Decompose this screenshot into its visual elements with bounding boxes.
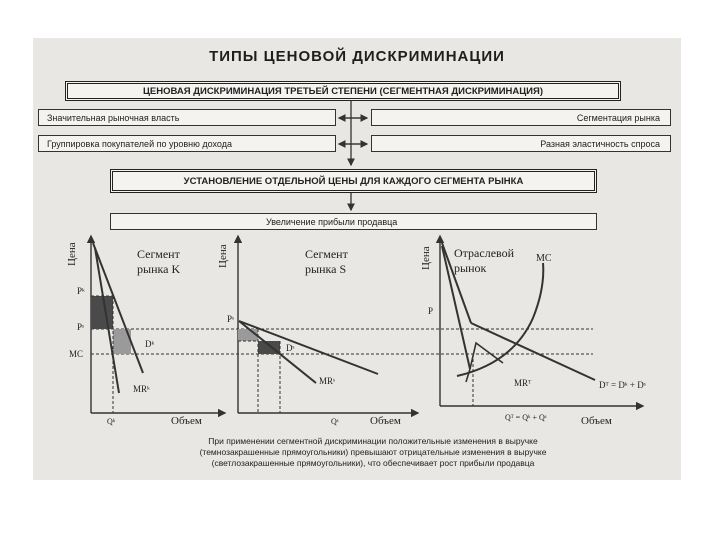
k-ylabel: Цена xyxy=(66,242,78,266)
chart-segment-k xyxy=(66,236,225,427)
k-mr-label: MRᵏ xyxy=(133,384,150,394)
t-mr-label: MRᵀ xyxy=(514,378,532,388)
s-mr-line xyxy=(239,321,316,383)
k-quantity: Qᵏ xyxy=(107,417,116,426)
t-mr-lower xyxy=(466,369,470,382)
s-ylabel: Цена xyxy=(217,244,229,268)
k-demand-label: Dᵏ xyxy=(145,339,155,349)
t-title-2: рынок xyxy=(454,261,487,275)
s-title-1: Сегмент xyxy=(305,247,348,261)
condition-elasticity: Разная эластичность спроса xyxy=(371,135,671,152)
k-mc: MC xyxy=(69,349,84,359)
k-gain-rect xyxy=(91,296,113,329)
k-xlabel: Объем xyxy=(171,415,202,427)
s-price: Pˢ xyxy=(227,314,234,324)
page-title: ТИПЫ ЦЕНОВОЙ ДИСКРИМИНАЦИИ xyxy=(209,48,505,65)
t-demand-lower xyxy=(471,323,595,380)
header-third-degree: ЦЕНОВАЯ ДИСКРИМИНАЦИЯ ТРЕТЬЕЙ СТЕПЕНИ (СЕГМЕНТНАЯ ДИСКРИМИНАЦИЯ) xyxy=(65,81,621,101)
t-quantity: Qᵀ = Qᵏ + Qˢ xyxy=(505,413,547,422)
t-title-1: Отраслевой xyxy=(454,246,515,260)
k-title-1: Сегмент xyxy=(137,247,180,261)
footnote-line-1: При применении сегментной дискриминации положительные изменения в выручке xyxy=(208,436,538,446)
result-profit-increase: Увеличение прибыли продавца xyxy=(110,213,597,230)
chart-segment-s xyxy=(217,236,418,427)
s-mr-label: MRˢ xyxy=(319,376,335,386)
t-mc-label: MC xyxy=(536,253,552,264)
s-xlabel: Объем xyxy=(370,415,401,427)
s-title-2: рынка S xyxy=(305,262,347,276)
footnote xyxy=(93,436,653,469)
t-demand-label: Dᵀ = Dᵏ + Dˢ xyxy=(599,380,646,390)
condition-income-grouping: Группировка покупателей по уровню дохода xyxy=(38,135,336,152)
s-demand-label: Dˢ xyxy=(286,343,295,353)
k-title-2: рынка K xyxy=(137,262,181,276)
chart-industry-market xyxy=(420,236,646,427)
t-xlabel: Объем xyxy=(581,415,612,427)
t-ylabel: Цена xyxy=(420,246,432,270)
header-separate-price: УСТАНОВЛЕНИЕ ОТДЕЛЬНОЙ ЦЕНЫ ДЛЯ КАЖДОГО СЕГМЕНТА РЫНКА xyxy=(110,169,597,193)
k-price-top: Pᵏ xyxy=(77,286,85,296)
footnote-line-2: (темнозакрашенные прямоугольники) превышают отрицательные изменения в выручке xyxy=(199,447,547,457)
footnote-line-3: (светлозакрашенные прямоугольники), что обеспечивает рост прибыли продавца xyxy=(211,458,535,468)
t-price: P xyxy=(428,306,434,316)
diagram-graphics xyxy=(33,38,681,480)
condition-market-power: Значительная рыночная власть xyxy=(38,109,336,126)
s-quantity: Qˢ xyxy=(331,417,339,426)
k-price-mid: Pˢ xyxy=(77,322,84,332)
scheme-connectors xyxy=(339,101,367,210)
condition-segmentation: Сегментация рынка xyxy=(371,109,671,126)
slide-page xyxy=(33,38,681,480)
